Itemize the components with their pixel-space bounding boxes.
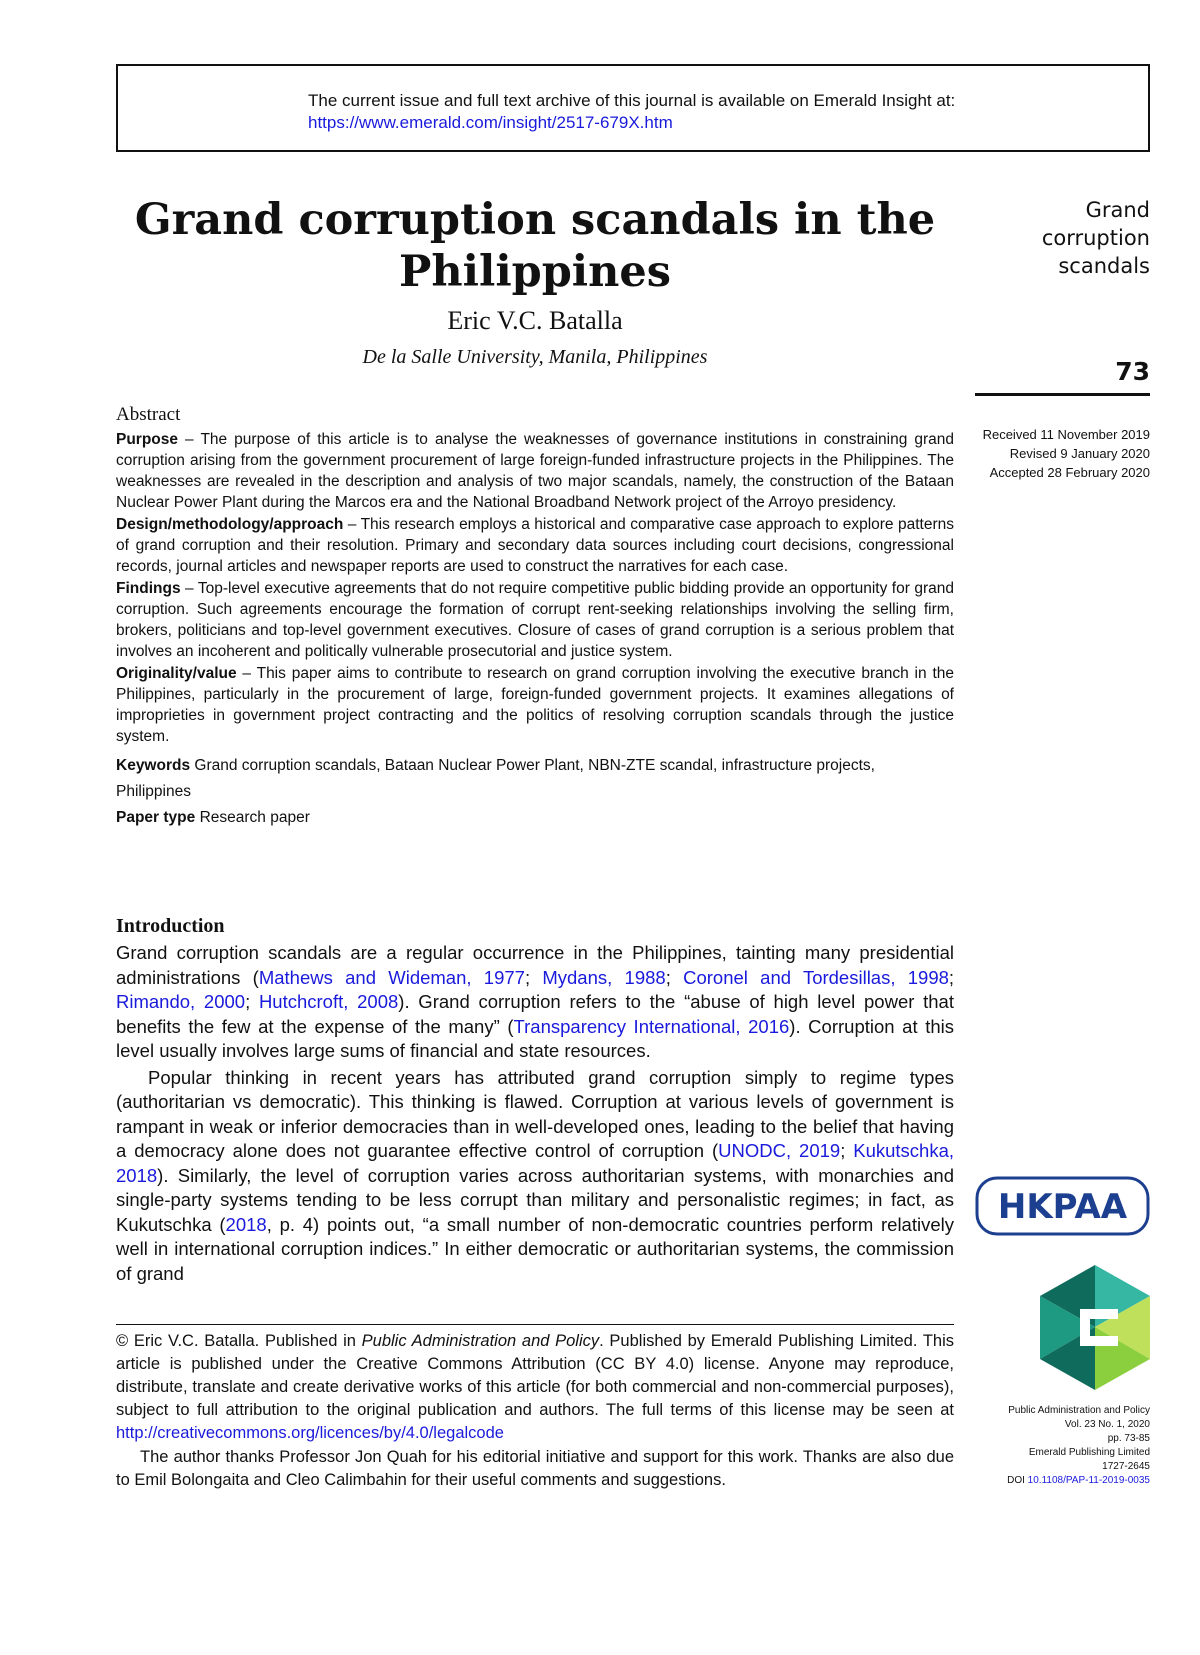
doi-label: DOI <box>1007 1475 1028 1486</box>
intro-text: ). Corruption at this level usually involves large sums of financial and state resources. <box>116 1015 954 1061</box>
received-date: Received 11 November 2019 <box>982 427 1150 442</box>
intro-text: ; <box>245 991 259 1012</box>
keywords-text: Grand corruption scandals, Bataan Nuclear Power Plant, NBN-ZTE scandal, infrastructure projects, Philippines <box>116 757 875 800</box>
originality-text: – This paper aims to contribute to research on grand corruption involving the executive branch in the Philippines, particularly in the procurement of large, foreign-funded government projects. It examines allegations of improprieties in government project contracting and the politics of resolving corruption scandals through the justice system. <box>116 665 954 745</box>
journal-info <box>930 1404 1150 1488</box>
running-head <box>980 196 1150 280</box>
archive-url-link[interactable]: https://www.emerald.com/insight/2517-679X.htm <box>308 113 673 132</box>
journal-doi <box>930 1474 1150 1488</box>
abstract-findings <box>116 578 954 662</box>
originality-label: Originality/value <box>116 665 237 682</box>
running-head-line: Grand <box>1085 198 1150 222</box>
license-text: © Eric V.C. Batalla. Published in <box>116 1332 362 1350</box>
journal-issn: 1727-2645 <box>1102 1461 1150 1472</box>
abstract-originality <box>116 663 954 747</box>
introduction-heading: Introduction <box>116 915 225 937</box>
intro-paragraph <box>116 941 954 1064</box>
design-label: Design/methodology/approach <box>116 516 344 533</box>
hkpaa-logo-text: HKPAA <box>997 1187 1128 1227</box>
paper-type <box>116 805 954 831</box>
revised-date: Revised 9 January 2020 <box>1009 446 1150 461</box>
emerald-publishing-logo <box>1040 1265 1150 1390</box>
keywords-label: Keywords <box>116 757 191 774</box>
intro-paragraph <box>116 1066 954 1287</box>
introduction-body <box>116 941 954 1286</box>
purpose-label: Purpose <box>116 431 179 448</box>
keywords <box>116 753 954 805</box>
footnote <box>116 1330 954 1492</box>
citation-link[interactable]: Transparency International, 2016 <box>513 1015 790 1037</box>
intro-text: ). Similarly, the level of corruption varies across authoritarian systems, with monarchies and single-party systems tending to be less corrupt than military and personalistic regimes; in fact, as Kukutschka ( <box>116 1164 954 1235</box>
archive-notice-text: The current issue and full text archive of this journal is available on Emerald Insight at: <box>308 91 956 110</box>
footnote-rule <box>116 1324 954 1325</box>
abstract-section <box>116 404 954 831</box>
acknowledgement-note: The author thanks Professor Jon Quah for his editorial initiative and support for this work. Thanks are also due to Emil Bolongaita and Cleo Calimbahin for their useful comments and suggestions. <box>116 1448 954 1489</box>
abstract-design <box>116 514 954 577</box>
journal-volume: Vol. 23 No. 1, 2020 <box>1064 1419 1150 1430</box>
citation-link[interactable]: UNODC, 2019 <box>718 1140 841 1161</box>
citation-link[interactable]: 2018 <box>225 1213 267 1235</box>
journal-title-italic: Public Administration and Policy <box>361 1332 600 1350</box>
paper-type-label: Paper type <box>116 809 196 826</box>
citation-link[interactable]: Hutchcroft, 2008 <box>258 991 399 1012</box>
journal-publisher: Emerald Publishing Limited <box>1028 1447 1150 1458</box>
citation-link[interactable]: Mydans, 1988 <box>542 966 666 988</box>
abstract-purpose <box>116 429 954 513</box>
citation-link[interactable]: Rimando, 2000 <box>116 991 246 1012</box>
license-text: . Published by Emerald Publishing Limited. This article is published under the Creative Commons Attribution (CC BY 4.0) license. Anyone may reproduce, distribute, translate and create derivative works of this article (for both commercial and non-commercial purposes), subject to full attribution to the original publication and authors. The full terms of this license may be seen at <box>116 1332 954 1419</box>
purpose-text: – The purpose of this article is to analyse the weaknesses of governance institutions in constraining grand corruption arising from the government procurement of large foreign-funded infrastructure projects in the Philippines. The weaknesses are revealed in the description and analysis of two major scandals, namely, the construction of the Bataan Nuclear Power Plant during the Marcos era and the National Broadband Network project of the Arroyo presidency. <box>116 431 954 511</box>
abstract-heading: Abstract <box>116 404 181 425</box>
running-head-line: corruption <box>1041 226 1150 250</box>
running-head-line: scandals <box>1058 254 1150 278</box>
intro-text: ; <box>948 966 955 988</box>
archive-notice-box <box>116 64 1150 152</box>
intro-text: , p. 4) points out, “a small number of non-democratic countries perform relatively well in international corruption indices.” In either democratic or authoritarian systems, the commission of grand <box>116 1213 954 1284</box>
citation-link[interactable]: Coronel and Tordesillas, 1998 <box>683 966 949 988</box>
journal-pages: pp. 73-85 <box>1107 1433 1150 1444</box>
intro-text: ; <box>840 1140 854 1161</box>
article-title: Grand corruption scandals in the Philippines <box>134 195 936 297</box>
accepted-date: Accepted 28 February 2020 <box>989 465 1150 480</box>
design-text: – This research employs a historical and comparative case approach to explore patterns of grand corruption and their resolution. Primary and secondary data sources including court decisions, congressional records, journal articles and newspaper reports are used to construct the narratives for each case. <box>116 516 954 575</box>
intro-text: Grand corruption scandals are a regular occurrence in the Philippines, tainting many presidential administrations ( <box>116 942 954 988</box>
author-name: Eric V.C. Batalla <box>447 306 623 335</box>
page-number-rule <box>975 393 1150 396</box>
intro-text: ; <box>665 966 684 988</box>
doi-link[interactable]: 10.1108/PAP-11-2019-0035 <box>1027 1475 1150 1486</box>
author-affiliation: De la Salle University, Manila, Philippines <box>362 346 708 368</box>
citation-link[interactable]: Kukutschka, 2018 <box>116 1140 955 1186</box>
findings-text: – Top-level executive agreements that do not require competitive public bidding provide an opportunity for grand corruption. Such agreements encourage the formation of corrupt rent-seeking relationships involving the selling firm, brokers, politicians and top-level government executives. Closure of cases of grand corruption is a serious problem that involves an incoherent and politically vulnerable prosecutorial and justice system. <box>116 580 954 660</box>
intro-text: Popular thinking in recent years has attributed grand corruption simply to regime types (authoritarian vs democratic). This thinking is flawed. Corruption at various levels of government is rampant in weak or inferior democracies than in well-developed ones, leading to the belief that having a democracy alone does not guarantee effective control of corruption ( <box>116 1066 954 1161</box>
license-url-link[interactable]: http://creativecommons.org/licences/by/4.0/legalcode <box>116 1424 504 1442</box>
intro-text: ; <box>524 966 543 988</box>
findings-label: Findings <box>116 580 181 597</box>
hkpaa-logo <box>975 1176 1150 1236</box>
submission-dates <box>960 425 1150 482</box>
paper-type-text: Research paper <box>195 809 310 826</box>
journal-name: Public Administration and Policy <box>1008 1405 1150 1416</box>
license-note <box>116 1330 954 1445</box>
intro-text: ). Grand corruption refers to the “abuse of high level power that benefits the few at the expense of the many” ( <box>116 991 954 1037</box>
page-number: 73 <box>1115 357 1150 386</box>
citation-link[interactable]: Mathews and Wideman, 1977 <box>258 966 525 988</box>
